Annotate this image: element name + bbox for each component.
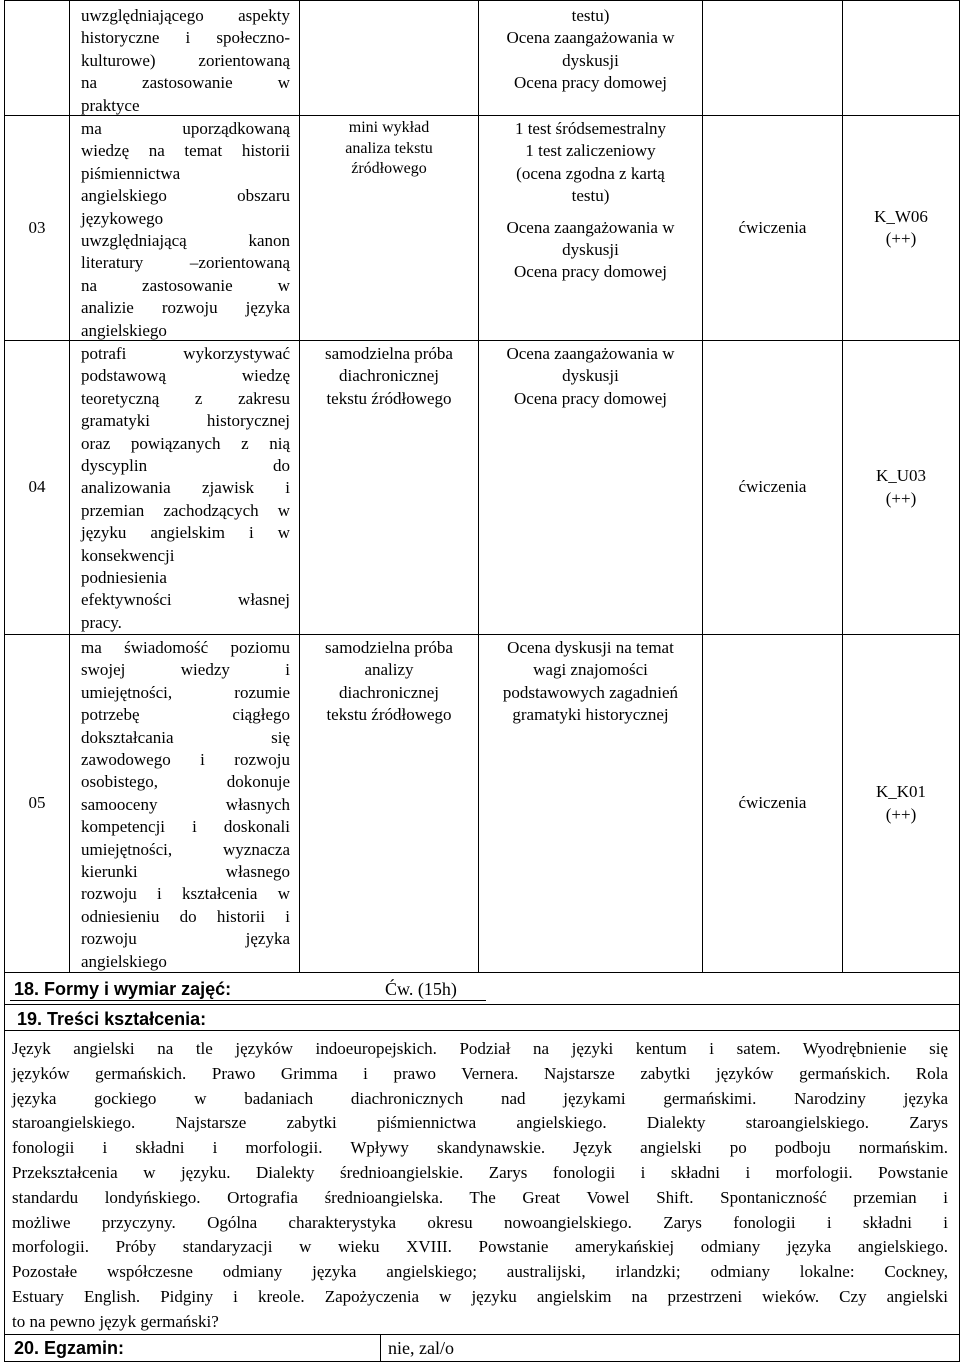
assessment-line: Ocena pracy domowej bbox=[514, 73, 667, 93]
assessment-line: wagi znajomości bbox=[533, 660, 648, 680]
method-line: tekstu źródłowego bbox=[326, 388, 452, 408]
section18-heading: 18. Formy i wymiar zajęć: bbox=[14, 979, 232, 999]
learning-effect-line: umiejętności, rozumie bbox=[81, 682, 290, 702]
learning-effect-line: analizie rozwoju języka bbox=[81, 298, 290, 318]
row-number: 04 bbox=[28, 477, 46, 497]
learning-effect-line: efektywności własnej bbox=[81, 590, 290, 610]
assessment-line: gramatyki historycznej bbox=[512, 705, 669, 725]
assessment-line: 1 test zaliczeniowy bbox=[525, 141, 656, 161]
col-border-1 bbox=[69, 0, 70, 972]
learning-effect-line: na zastosowanie w bbox=[81, 73, 290, 93]
method-line: tekstu źródłowego bbox=[326, 705, 452, 725]
learning-effect-line: angielskiego bbox=[81, 951, 167, 971]
method-line: samodzielna próba bbox=[325, 344, 453, 363]
learning-effect-cell bbox=[81, 343, 290, 634]
course-content-line: Pozostałe współczesne odmiany języka angielskiego; australijski, irlandzki; odmiany lokalne: Cockney, bbox=[12, 1262, 948, 1282]
course-content-line: morfologii. Próby standaryzacji w wieku XVIII. Powstanie amerykańskiej odmiany języka angielskiego. bbox=[12, 1237, 948, 1257]
assessment-line: Ocena pracy domowej bbox=[514, 262, 667, 282]
learning-effect-line: angielskiego bbox=[81, 320, 167, 340]
method-line: mini wykład bbox=[348, 119, 430, 136]
learning-effect-line: kompetencji i doskonali bbox=[81, 817, 290, 837]
section20-heading: 20. Egzamin: bbox=[14, 1338, 125, 1358]
learning-effect-line: gramatyki historycznej bbox=[81, 411, 290, 431]
learning-effect-line: odniesieniu do historii i bbox=[81, 906, 290, 926]
assessment-line: dyskusji bbox=[562, 366, 619, 386]
course-content-line: Przekształcenia w języku. Dialekty średnioangielskie. Zarys fonologii i składni i morfologii. Powstanie bbox=[12, 1162, 948, 1182]
learning-effect-line: podstawową wiedzę bbox=[81, 366, 290, 386]
course-content-line: języka gockiego w badaniach diachronicznych nad językami germańskimi. Narodziny języka bbox=[12, 1088, 948, 1108]
section19-heading-border bbox=[4, 1030, 960, 1031]
outcome-strength: (++) bbox=[885, 488, 917, 508]
course-content-line: możliwe przyczyny. Ogólna charakterystyka okresu nowoangielskiego. Zarys fonologii i składni i bbox=[12, 1212, 948, 1232]
learning-effect-line: swojej wiedzy i bbox=[81, 660, 290, 680]
course-content-line: to na pewno język germański? bbox=[12, 1311, 219, 1331]
assessment-line: Ocena zaangażowania w bbox=[506, 344, 675, 363]
outcome-code: K_U03 bbox=[875, 466, 927, 486]
learning-effect-line: rozwoju języka bbox=[81, 929, 290, 949]
assessment-line: dyskusji bbox=[562, 50, 619, 70]
teaching-methods-cell bbox=[300, 637, 478, 727]
learning-outcome-reference bbox=[843, 341, 959, 634]
learning-effect-cell bbox=[81, 637, 290, 973]
outcome-code: K_W06 bbox=[874, 206, 928, 226]
outcome-strength: (++) bbox=[885, 229, 917, 248]
learning-effect-line: potrafi wykorzystywać bbox=[81, 344, 290, 363]
learning-effect-cell bbox=[81, 118, 290, 342]
learning-outcome-reference bbox=[843, 635, 959, 972]
learning-effect-line: uwzględniającego aspekty bbox=[81, 6, 290, 25]
class-form: ćwiczenia bbox=[738, 477, 807, 497]
learning-effect-line: kierunki własnego bbox=[81, 862, 290, 882]
assessment-cell bbox=[479, 637, 702, 727]
assessment-line: testu) bbox=[571, 186, 610, 206]
table-top-border bbox=[4, 0, 960, 1]
learning-effect-line: przemian zachodzących w bbox=[81, 500, 290, 520]
method-line: diachronicznej bbox=[338, 682, 440, 702]
section19-top-border bbox=[4, 1004, 960, 1005]
method-line: źródłowego bbox=[351, 160, 427, 177]
learning-effect-line: ma świadomość poziomu bbox=[81, 638, 290, 657]
assessment-line: (ocena zgodna z kartą bbox=[516, 163, 665, 183]
learning-effect-line: wiedzę na temat historii bbox=[81, 141, 290, 161]
learning-effect-cell bbox=[81, 5, 290, 117]
row-number: 03 bbox=[28, 217, 46, 237]
course-content-line: standardu londyńskiego. Ortografia średnioangielska. The Great Vowel Shift. Spontaniczność przemian i bbox=[12, 1187, 948, 1207]
learning-effect-line: analizowania zjawisk i bbox=[81, 478, 290, 498]
course-content-line: języków germańskich. Prawo Grimma i prawo Vernera. Najstarsze zabytki języków germańskich. Rola bbox=[12, 1063, 948, 1083]
assessment-line: Ocena dyskusji na temat bbox=[507, 638, 674, 657]
section20-top-border bbox=[4, 1334, 960, 1335]
course-content-line: Język angielski na tle języków indoeuropejskich. Podział na języki kentum i satem. Wyodrębnienie się bbox=[12, 1039, 948, 1058]
section18-value: Ćw. (15h) bbox=[385, 979, 457, 999]
method-line: samodzielna próba bbox=[325, 638, 453, 657]
assessment-line: dyskusji bbox=[562, 240, 619, 260]
outcome-code: K_K01 bbox=[875, 782, 927, 802]
assessment-line: Ocena zaangażowania w bbox=[506, 217, 675, 237]
outcome-strength: (++) bbox=[885, 804, 917, 824]
assessment-line: podstawowych zagadnień bbox=[502, 682, 679, 702]
class-form: ćwiczenia bbox=[738, 217, 807, 237]
learning-effect-line: języku angielskim i w bbox=[81, 523, 290, 543]
learning-effect-line: potrzebę ciągłego bbox=[81, 705, 290, 725]
learning-effect-line: uwzględniającą kanon bbox=[81, 231, 290, 251]
learning-effect-line: na zastosowanie w bbox=[81, 275, 290, 295]
learning-effect-line: dyscyplin do bbox=[81, 456, 290, 476]
assessment-cell bbox=[479, 118, 702, 284]
learning-effect-line: angielskiego obszaru bbox=[81, 186, 290, 206]
course-content-line: fonologii i składni i morfologii. Wpływy skandynawskie. Język angielski po podboju normańskim. bbox=[12, 1138, 948, 1158]
learning-effect-line: pracy. bbox=[81, 612, 122, 632]
learning-effect-line: podniesienia bbox=[81, 568, 167, 588]
learning-effect-line: zawodowego i rozwoju bbox=[81, 750, 290, 770]
method-line: analiza tekstu bbox=[345, 139, 433, 157]
learning-effect-line: dokształcania się bbox=[81, 727, 290, 747]
assessment-line: Ocena pracy domowej bbox=[514, 388, 667, 408]
course-content-paragraph bbox=[12, 1037, 948, 1335]
assessment-line: testu) bbox=[571, 6, 610, 25]
learning-effect-line: teoretyczną z zakresu bbox=[81, 388, 290, 408]
learning-effect-line: osobistego, dokonuje bbox=[81, 772, 290, 792]
learning-effect-line: ma uporządkowaną bbox=[81, 119, 290, 138]
learning-effect-line: literatury –zorientowaną bbox=[81, 253, 290, 273]
learning-effect-line: historyczne i społeczno- bbox=[81, 28, 290, 48]
row-number: 05 bbox=[28, 793, 46, 813]
learning-effect-line: oraz powiązanych z nią bbox=[81, 433, 290, 453]
learning-effect-line: kulturowe) zorientowaną bbox=[81, 50, 290, 70]
learning-effect-line: językowego bbox=[81, 208, 164, 228]
section20-divider bbox=[380, 1334, 381, 1362]
method-line: diachronicznej bbox=[338, 366, 440, 386]
course-content-line: staroangielskiego. Najstarsze zabytki piśmiennictwa angielskiego. Dialekty staroangielskiego. Zarys bbox=[12, 1113, 948, 1133]
assessment-cell bbox=[479, 343, 702, 410]
section19-heading: 19. Treści kształcenia: bbox=[17, 1009, 207, 1029]
learning-effect-line: konsekwencji bbox=[81, 545, 175, 565]
assessment-line: 1 test śródsemestralny bbox=[514, 119, 667, 138]
teaching-methods-cell bbox=[300, 118, 478, 180]
learning-outcome-reference bbox=[843, 116, 959, 340]
learning-effect-line: piśmiennictwa bbox=[81, 163, 181, 183]
section18-bottom-border bbox=[10, 1000, 486, 1001]
assessment-cell bbox=[479, 5, 702, 95]
teaching-methods-cell bbox=[300, 343, 478, 410]
section20-bottom-border bbox=[4, 1361, 960, 1362]
section20-value: nie, zal/o bbox=[388, 1338, 454, 1358]
learning-effect-line: umiejętności, wyznacza bbox=[81, 839, 290, 859]
learning-effect-line: praktyce bbox=[81, 95, 140, 115]
learning-effect-line: rozwoju i kształcenia w bbox=[81, 884, 290, 904]
assessment-line: Ocena zaangażowania w bbox=[506, 28, 675, 48]
course-content-line: Estuary English. Pidginy i kreole. Zapożyczenia w języku angielskim na przestrzeni wieków. Czy angielski bbox=[12, 1286, 948, 1306]
class-form: ćwiczenia bbox=[738, 793, 807, 813]
learning-effect-line: samooceny własnych bbox=[81, 794, 290, 814]
method-line: analizy bbox=[364, 660, 414, 680]
